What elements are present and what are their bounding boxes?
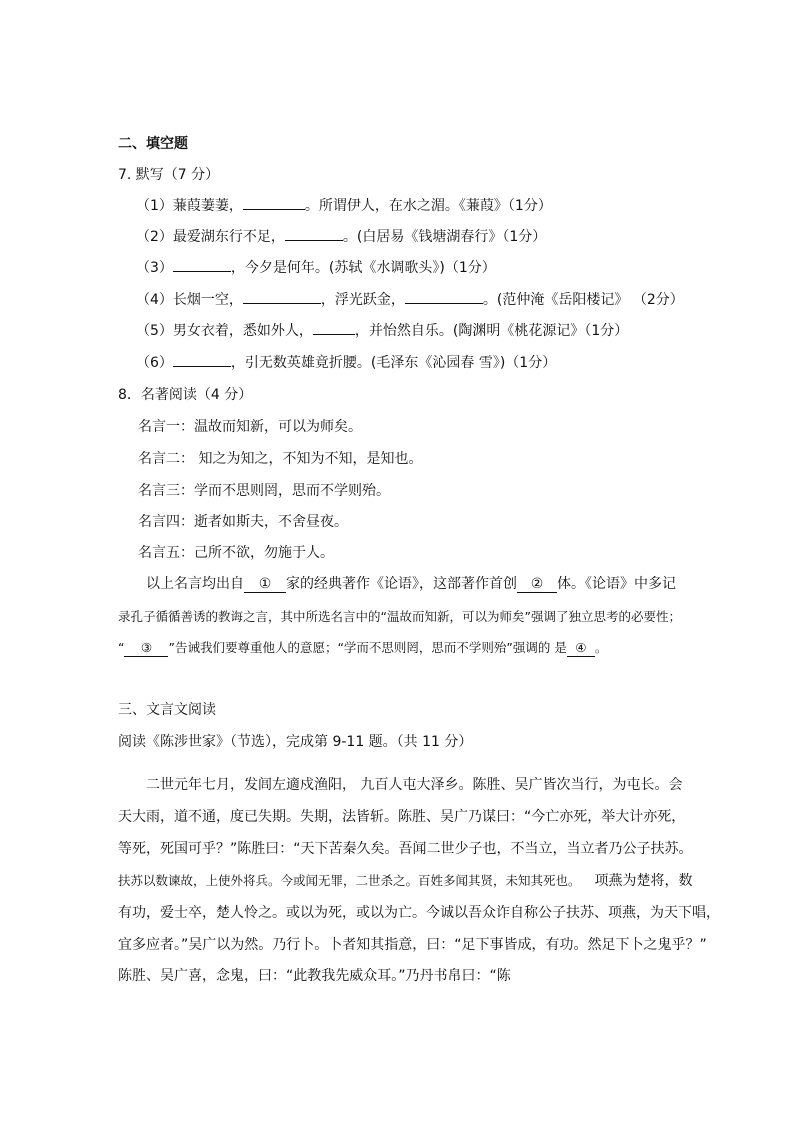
quote-1: 名言一：温故而知新，可以为师矣。 bbox=[138, 419, 362, 435]
q8-blank-3: ③ bbox=[124, 640, 168, 657]
passage-line-1: 二世元年七月，发闾左適戍渔阳， 九百人屯大泽乡。陈胜、吴广皆次当行，为屯长。会 bbox=[146, 777, 683, 793]
section-heading-fill-blank: 二、填空题 bbox=[118, 136, 188, 152]
q7-item-1-blank bbox=[243, 209, 305, 210]
q8-blank-1: ① bbox=[244, 576, 286, 593]
q8-text-1b: 家的经典著作《论语》，这部著作首创 bbox=[286, 576, 517, 592]
q7-item-3-text-a: （3） bbox=[136, 260, 173, 276]
q7-item-2 bbox=[136, 227, 546, 247]
q8-blank-4: ④ bbox=[567, 640, 595, 657]
passage-line-2: 天大雨，道不通，度已失期。失期，法皆斩。陈胜、吴广乃谋曰：“今亡亦死，举大计亦死， bbox=[118, 809, 686, 825]
q8-text-3c: 。 bbox=[594, 640, 608, 655]
q8-paragraph-line-3 bbox=[118, 638, 607, 658]
section-heading-classical-reading: 三、文言文阅读 bbox=[118, 702, 216, 718]
q7-item-6-text-b: ，引无数英雄竟折腰。(毛泽东《沁园春 雪》)（1分） bbox=[230, 355, 557, 371]
q7-item-5-text-b: ，并怡然自乐。(陶渊明《桃花源记》（1分） bbox=[354, 323, 629, 339]
quote-4: 名言四：逝者如斯夫，不舍昼夜。 bbox=[138, 514, 348, 530]
question-8-title: 8．名著阅读（4 分） bbox=[118, 387, 253, 403]
q7-item-5-blank bbox=[313, 334, 355, 335]
q7-item-6 bbox=[136, 353, 556, 373]
q7-item-3 bbox=[136, 258, 496, 278]
passage-line-7: 陈胜、吴广喜，念鬼，曰：“此教我先威众耳。”乃丹书帛曰：“陈 bbox=[118, 968, 511, 984]
q7-item-4-text-a: （4）长烟一空， bbox=[136, 292, 243, 308]
q7-item-4-blank-2 bbox=[405, 303, 483, 304]
q7-item-5 bbox=[136, 321, 628, 341]
q8-paragraph-line-1 bbox=[146, 574, 676, 594]
quote-3: 名言三：学而不思则罔，思而不学则殆。 bbox=[138, 483, 390, 499]
q7-item-4-blank-1 bbox=[243, 303, 321, 304]
q8-blank-2: ② bbox=[517, 576, 557, 593]
reading-intro: 阅读《陈涉世家》（节选），完成第 9-11 题。（共 11 分） bbox=[118, 734, 473, 750]
passage-line-6: 宜多应者。”吴广以为然。乃行卜。卜者知其指意，曰：“足下事皆成，有功。然足下卜之鬼乎？” bbox=[118, 937, 707, 953]
q7-item-4-text-c: 。(范仲淹《岳阳楼记》 （2分） bbox=[482, 292, 684, 308]
passage-line-4 bbox=[118, 871, 693, 891]
q7-item-1 bbox=[136, 196, 552, 216]
passage-line-4-text-b: 项燕为楚将，数 bbox=[594, 873, 693, 889]
q8-text-1c: 体。《论语》中多记 bbox=[557, 576, 676, 592]
q7-item-2-blank bbox=[285, 240, 343, 241]
passage-line-5: 有功，爱士卒，楚人怜之。或以为死，或以为亡。今诚以吾众诈自称公子扶苏、项燕，为天下唱， bbox=[118, 905, 720, 921]
q8-text-1a: 以上名言均出自 bbox=[146, 576, 244, 592]
q7-item-6-text-a: （6） bbox=[136, 355, 173, 371]
q8-text-3b: ”告诫我们要尊重他人的意愿；“学而不思则罔，思而不学则殆”强调的 是 bbox=[168, 640, 567, 655]
q7-item-2-text-a: （2）最爱湖东行不足， bbox=[136, 229, 285, 245]
q8-text-3a: “ bbox=[118, 640, 125, 655]
passage-line-4-text-a: 扶苏以数谏故，上使外将兵。今或闻无罪，二世杀之。百姓多闻其贤，未知其死也。 bbox=[118, 873, 581, 888]
quote-5: 名言五：己所不欲，勿施于人。 bbox=[138, 545, 334, 561]
q7-item-5-text-a: （5）男女衣着，悉如外人， bbox=[136, 323, 313, 339]
quote-2: 名言二： 知之为知之，不知为不知，是知也。 bbox=[138, 451, 423, 467]
q7-item-4-text-b: ，浮光跃金， bbox=[320, 292, 405, 308]
q8-paragraph-line-2: 录孔子循循善诱的教诲之言，其中所选名言中的“温故而知新，可以为师矣”强调了独立思考的必要性； bbox=[118, 609, 681, 624]
q7-item-2-text-b: 。(白居易《钱塘湖春行》（1分） bbox=[342, 229, 547, 245]
q7-item-1-text-b: 。所谓伊人，在水之湄。《蒹葭》（1分） bbox=[304, 198, 552, 214]
q7-item-3-blank bbox=[173, 271, 231, 272]
q7-item-1-text-a: （1）蒹葭萋萋， bbox=[136, 198, 243, 214]
q7-item-4 bbox=[136, 290, 684, 310]
question-7-title: 7. 默写（7 分） bbox=[118, 167, 220, 183]
passage-line-3: 等死，死国可乎？”陈胜曰：“天下苦秦久矣。吾闻二世少子也，不当立，当立者乃公子扶苏。 bbox=[118, 841, 693, 857]
q7-item-6-blank bbox=[173, 366, 231, 367]
q7-item-3-text-b: ，今夕是何年。(苏轼《水调歌头》)（1分） bbox=[230, 260, 496, 276]
